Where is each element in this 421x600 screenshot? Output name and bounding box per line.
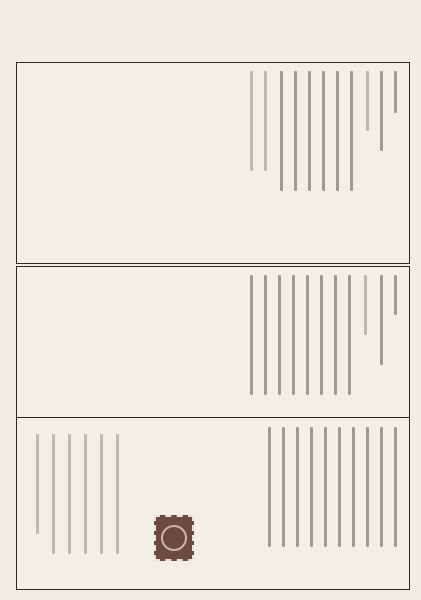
divider: [17, 417, 409, 418]
sheet: [16, 14, 408, 588]
text-line: [306, 275, 309, 395]
text-line: [250, 275, 253, 395]
text-line: [250, 71, 253, 171]
text-line: [278, 275, 281, 395]
catalog-panel-top: [16, 62, 410, 264]
text-line: [296, 427, 299, 547]
text-line: [322, 71, 325, 191]
imprint-line: [84, 434, 87, 554]
text-line: [336, 71, 339, 191]
imprint-line: [116, 434, 119, 554]
text-line: [394, 71, 397, 113]
text-line: [308, 71, 311, 191]
imprint-line: [100, 434, 103, 554]
text-line: [338, 427, 341, 547]
text-line: [364, 275, 367, 335]
text-line: [394, 275, 397, 315]
text-line: [366, 427, 369, 547]
text-line: [294, 71, 297, 191]
imprint-line: [52, 434, 55, 554]
text-line: [350, 71, 353, 191]
revenue-stamp: [154, 515, 194, 561]
imprint-line: [68, 434, 71, 554]
text-line: [334, 275, 337, 395]
text-line: [310, 427, 313, 547]
text-line: [348, 275, 351, 395]
text-line: [264, 275, 267, 395]
text-line: [380, 275, 383, 365]
text-line: [292, 275, 295, 395]
text-line: [380, 427, 383, 547]
text-line: [264, 71, 267, 171]
text-line: [280, 71, 283, 191]
text-line: [380, 71, 383, 151]
text-line: [352, 427, 355, 547]
text-line: [320, 275, 323, 395]
text-line: [324, 427, 327, 547]
imprint-line: [36, 434, 39, 534]
text-line: [268, 427, 271, 547]
stamp-emblem: [161, 525, 187, 551]
text-line: [366, 71, 369, 131]
text-line: [394, 427, 397, 547]
catalog-panel-bottom: [16, 266, 410, 590]
text-line: [282, 427, 285, 547]
